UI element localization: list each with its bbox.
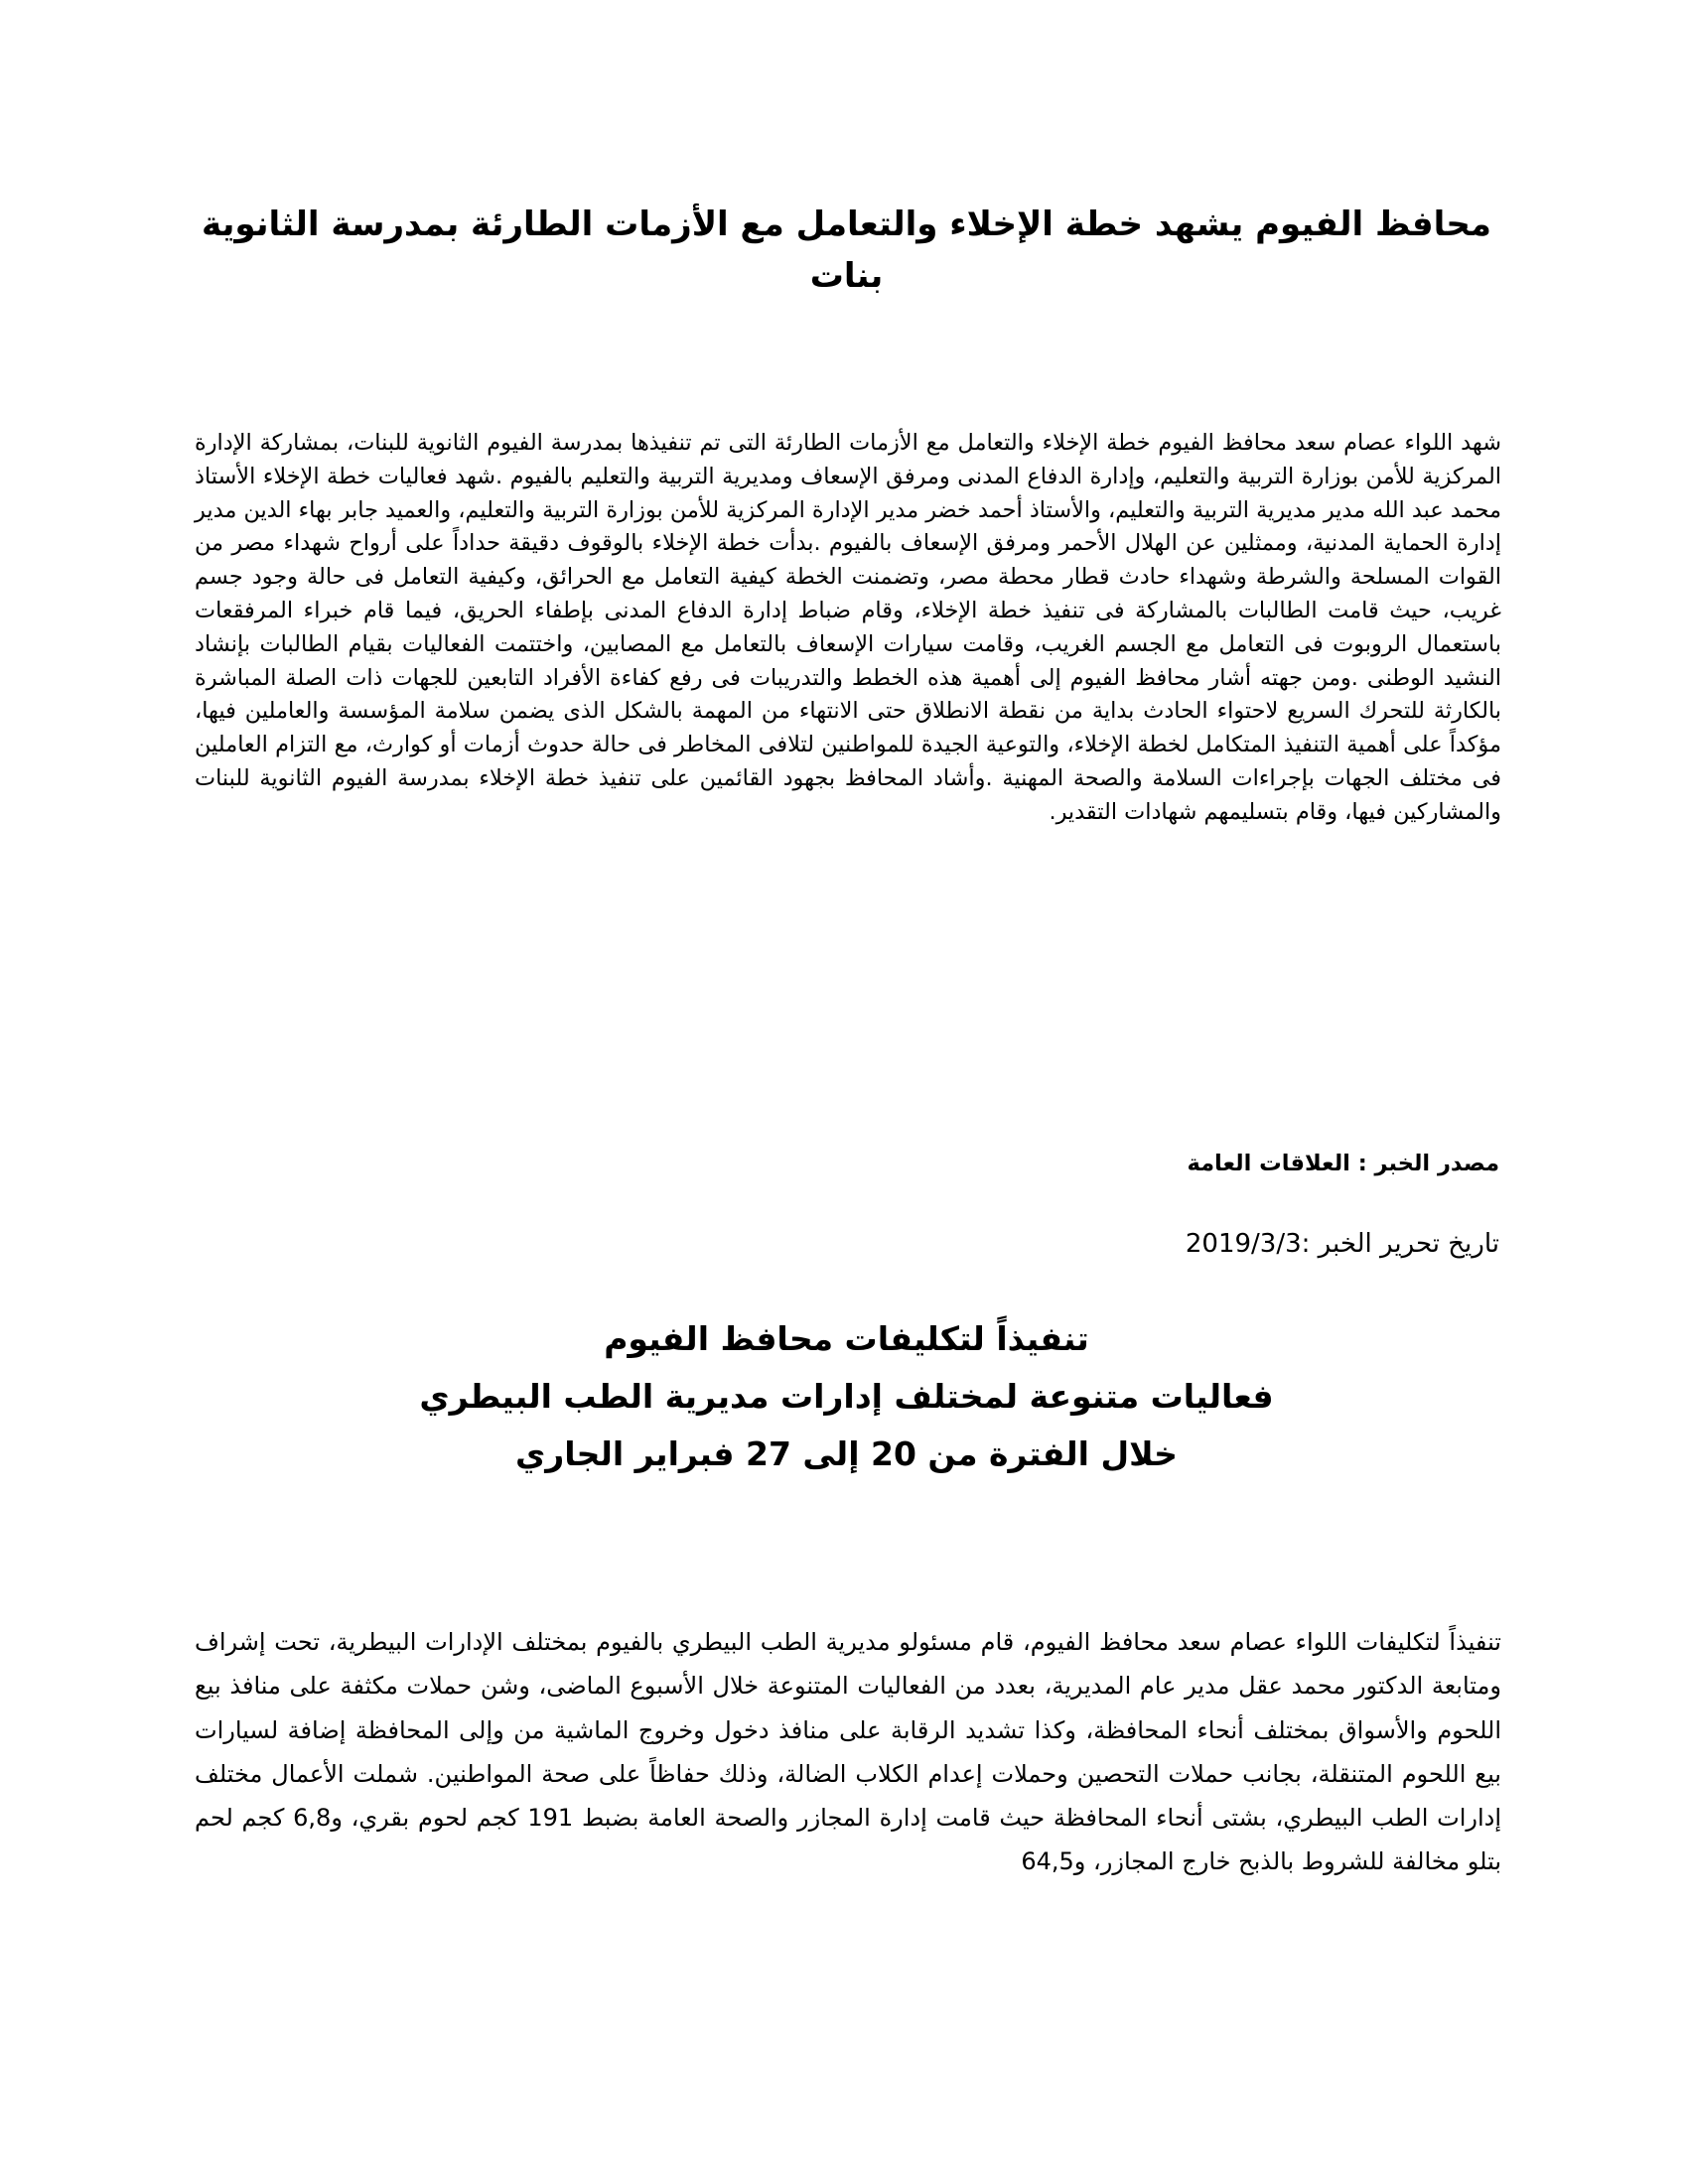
article-1-body: شهد اللواء عصام سعد محافظ الفيوم خطة الإخلاء والتعامل مع الأزمات الطارئة التى تم تنفيذها بمدرسة الفيوم الثانوية للبنات، بمشاركة الإدارة المركزية للأمن بوزارة التربية والتعليم، وإدارة الدفاع المدنى ومرفق الإسعاف ومديرية التربية والتعليم بالفيوم .شهد فعاليات خطة الإخلاء الأستاذ محمد عبد الله مدير مديرية التربية والتعليم، والأستاذ أحمد خضر مدير الإدارة المركزية للأمن بوزارة التربية والتعليم، والعميد جابر بهاء الدين مدير إدارة الحماية المدنية، وممثلين عن الهلال الأحمر ومرفق الإسعاف بالفيوم .بدأت خطة الإخلاء بالوقوف دقيقة حداداً على أرواح شهداء مصر من القوات المسلحة والشرطة وشهداء حادث قطار محطة مصر، وتضمنت الخطة كيفية التعامل مع الحرائق، وكيفية التعامل فى حالة وجود جسم غريب، حيث قامت الطالبات بالمشاركة فى تنفيذ خطة الإخلاء، وقام ضباط إدارة الدفاع المدنى بإطفاء الحريق، فيما قام خبراء المرفقعات باستعمال الروبوت فى التعامل مع الجسم الغريب، وقامت سيارات الإسعاف بالتعامل مع المصابين، واختتمت الفعاليات بقيام الطالبات بإنشاد النشيد الوطنى .ومن جهته أشار محافظ الفيوم إلى أهمية هذه الخطط والتدريبات فى رفع كفاءة الأفراد التابعين للجهات ذات الصلة المباشرة بالكارثة للتحرك السريع لاحتواء الحادث بداية من نقطة الانطلاق حتى الانتهاء من المهمة بالشكل الذى يضمن سلامة المؤسسة والعاملين فيها، مؤكداً على أهمية التنفيذ المتكامل لخطة الإخلاء، والتوعية الجيدة للمواطنين لتلافى المخاطر فى حالة حدوث أزمات أو كوارث، مع التزام العاملين فى مختلف الجهات بإجراءات السلامة والصحة المهنية .وأشاد المحافظ بجهود القائمين على تنفيذ خطة الإخلاء بمدرسة الفيوم الثانوية للبنات والمشاركين فيها، وقام بتسليمهم شهادات التقدير. [195, 430, 1501, 825]
article-2-title-line-3: خلال الفترة من 20 إلى 27 فبراير الجاري [515, 1434, 1178, 1473]
article-1-title: محافظ الفيوم يشهد خطة الإخلاء والتعامل مع الأزمات الطارئة بمدرسة الثانوية بنات [202, 205, 1491, 296]
article-2-title-line-1: تنفيذاً لتكليفات محافظ الفيوم [604, 1319, 1089, 1358]
article-2-title [189, 1310, 1504, 1483]
article-2-body: تنفيذاً لتكليفات اللواء عصام سعد محافظ الفيوم، قام مسئولو مديرية الطب البيطري بالفيوم بمختلف الإدارات البيطرية، تحت إشراف ومتابعة الدكتور محمد عقل مدير عام المديرية، بعدد من الفعاليات المتنوعة خلال الأسبوع الماضى، وشن حملات مكثفة على منافذ بيع اللحوم والأسواق بمختلف أنحاء المحافظة، وكذا تشديد الرقابة على منافذ دخول وخروج الماشية من وإلى المحافظة إضافة لسيارات بيع اللحوم المتنقلة، بجانب حملات التحصين وحملات إعدام الكلاب الضالة، وذلك حفاظاً على صحة المواطنين. شملت الأعمال مختلف إدارات الطب البيطري، بشتى أنحاء المحافظة حيث قامت إدارة المجازر والصحة العامة بضبط 191 كجم لحوم بقري، و6,8 كجم لحم بتلو مخالفة للشروط بالذبح خارج المجازر، و64,5 [195, 1628, 1501, 1876]
news-source: مصدر الخبر : العلاقات العامة [1187, 1151, 1499, 1176]
article-2-title-line-2: فعاليات متنوعة لمختلف إدارات مديرية الطب البيطري [419, 1377, 1274, 1416]
news-date: تاريخ تحرير الخبر :2019/3/3 [1185, 1229, 1499, 1259]
